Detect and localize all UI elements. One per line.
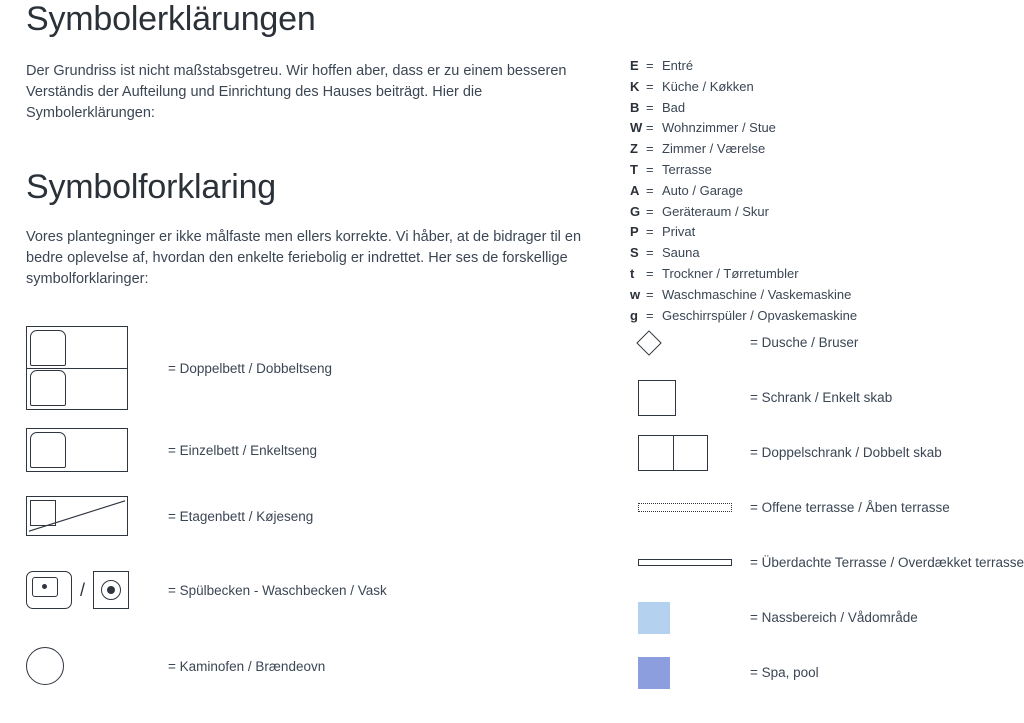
- abbreviation-equals: =: [646, 307, 654, 323]
- abbreviation-key: t: [630, 265, 635, 281]
- abbreviation-equals: =: [646, 265, 654, 281]
- abbreviation-equals: =: [646, 245, 654, 261]
- abbreviation-value: Auto / Garage: [662, 182, 743, 198]
- abbreviation-key: E: [630, 58, 639, 73]
- legend-row-bunk-bed: [26, 490, 586, 542]
- legend-row-single-bed: [26, 424, 586, 476]
- covered-terrace-icon: [630, 559, 750, 566]
- single-bed-icon: [26, 428, 146, 472]
- legend-label-double-bed: = Doppelbett / Dobbeltseng: [168, 360, 332, 376]
- bunk-bed-icon: [26, 496, 146, 536]
- abbreviation-key: T: [630, 161, 638, 177]
- abbreviation-key: S: [630, 245, 639, 261]
- legend-label-single-cabinet: = Schrank / Enkelt skab: [750, 390, 893, 405]
- abbreviation-equals: =: [646, 78, 654, 94]
- abbreviation-row: [630, 222, 1010, 243]
- abbreviation-row: [630, 264, 1010, 285]
- abbreviation-value: Küche / Køkken: [662, 78, 754, 94]
- abbreviation-equals: =: [646, 182, 654, 198]
- fireplace-icon: [26, 647, 146, 685]
- abbreviation-value: Privat: [662, 224, 696, 240]
- abbreviation-key: w: [630, 286, 641, 302]
- abbreviation-value: Terrasse: [662, 161, 712, 177]
- double-bed-icon: [26, 326, 146, 410]
- sink-separator: /: [80, 579, 86, 600]
- abbreviation-value: Entré: [662, 58, 694, 73]
- legend-label-sink: = Spülbecken - Waschbecken / Vask: [168, 582, 387, 598]
- legend-label-open-terrace: = Offene terrasse / Åben terrasse: [750, 500, 950, 515]
- double-cabinet-icon: [630, 435, 750, 471]
- left-column: [26, 0, 586, 692]
- abbreviation-key: K: [630, 78, 640, 94]
- legend-row-covered-terrace: [630, 535, 1024, 590]
- legend-row-spa-pool: [630, 645, 1020, 700]
- danish-section: [26, 168, 586, 290]
- abbreviation-equals: =: [646, 99, 654, 115]
- legend-row-double-cabinet: [630, 425, 1020, 480]
- left-symbol-list: [26, 326, 586, 692]
- legend-row-shower: [630, 315, 1020, 370]
- intro-paragraph-dk: Vores plantegninger er ikke målfaste men ellers korrekte. Vi håber, at de bidrager til en bedre oplevelse af, hvordan den enkelte feriebolig er indrettet. Her ses de forskellige symbolforklaringer:: [26, 229, 582, 287]
- right-symbol-list: [630, 315, 1024, 700]
- abbreviation-row: [630, 243, 1010, 264]
- abbreviation-row: [630, 98, 1010, 119]
- legend-row-sink: [26, 564, 586, 616]
- abbreviation-equals: =: [646, 58, 654, 73]
- abbreviation-equals: =: [646, 286, 654, 302]
- abbreviation-list: [630, 56, 1010, 326]
- abbreviation-row: [630, 202, 1010, 223]
- sink-icon: [26, 571, 146, 609]
- abbreviation-equals: =: [646, 203, 654, 219]
- legend-row-wet-area: [630, 590, 1020, 645]
- legend-label-spa-pool: = Spa, pool: [750, 665, 819, 680]
- abbreviation-value: Sauna: [662, 245, 700, 261]
- abbreviation-value: Trockner / Tørretumbler: [662, 265, 799, 281]
- abbreviation-row: [630, 181, 1010, 202]
- page-title-de: Symbolerklärungen: [26, 0, 316, 38]
- abbreviation-row: [630, 77, 1010, 98]
- shower-icon: [630, 334, 750, 352]
- single-cabinet-icon: [630, 380, 750, 416]
- legend-row-double-bed: [26, 326, 586, 410]
- spa-pool-swatch-icon: [630, 657, 750, 689]
- abbreviation-key: g: [630, 307, 638, 323]
- legend-row-open-terrace: [630, 480, 1020, 535]
- abbreviation-key: P: [630, 224, 639, 240]
- legend-row-single-cabinet: [630, 370, 1020, 425]
- open-terrace-icon: [630, 503, 750, 512]
- abbreviation-row: [630, 160, 1010, 181]
- wet-area-swatch-icon: [630, 602, 750, 634]
- abbreviation-key: W: [630, 120, 643, 136]
- legend-label-covered-terrace: = Überdachte Terrasse / Overdækket terrasse: [750, 555, 1024, 570]
- abbreviation-key: Z: [630, 141, 638, 157]
- abbreviation-value: Bad: [662, 99, 686, 115]
- abbreviation-row: [630, 118, 1010, 139]
- abbreviation-value: Waschmaschine / Vaskemaskine: [662, 286, 852, 302]
- abbreviation-equals: =: [646, 120, 654, 136]
- abbreviation-value: Wohnzimmer / Stue: [662, 120, 776, 136]
- abbreviation-key: A: [630, 182, 640, 198]
- abbreviation-equals: =: [646, 224, 654, 240]
- abbreviation-equals: =: [646, 161, 654, 177]
- legend-label-wet-area: = Nassbereich / Vådområde: [750, 610, 918, 625]
- intro-paragraph-de: Der Grundriss ist nicht maßstabsgetreu. Wir hoffen aber, dass er zu einem besseren Verständis der Aufteilung und Einrichtung des Hauses beiträgt. Hier die Symbolerklärungen:: [26, 63, 567, 121]
- abbreviation-row: [630, 139, 1010, 160]
- legend-label-fireplace: = Kaminofen / Brændeovn: [168, 658, 326, 674]
- legend-label-shower: = Dusche / Bruser: [750, 335, 859, 350]
- abbreviation-key: G: [630, 203, 641, 219]
- abbreviation-value: Geschirrspüler / Opvaskemaskine: [662, 307, 858, 323]
- page-title-dk: Symbolforklaring: [26, 168, 277, 206]
- abbreviation-equals: =: [646, 141, 654, 157]
- legend-label-single-bed: = Einzelbett / Enkeltseng: [168, 442, 317, 458]
- abbreviation-row: [630, 56, 1010, 77]
- abbreviation-row: [630, 285, 1010, 306]
- legend-label-double-cabinet: = Doppelschrank / Dobbelt skab: [750, 445, 942, 460]
- legend-row-fireplace: [26, 640, 586, 692]
- abbreviation-value: Geräteraum / Skur: [662, 203, 769, 219]
- abbreviation-key: B: [630, 99, 640, 115]
- legend-label-bunk-bed: = Etagenbett / Køjeseng: [168, 508, 314, 524]
- abbreviation-value: Zimmer / Værelse: [662, 141, 766, 157]
